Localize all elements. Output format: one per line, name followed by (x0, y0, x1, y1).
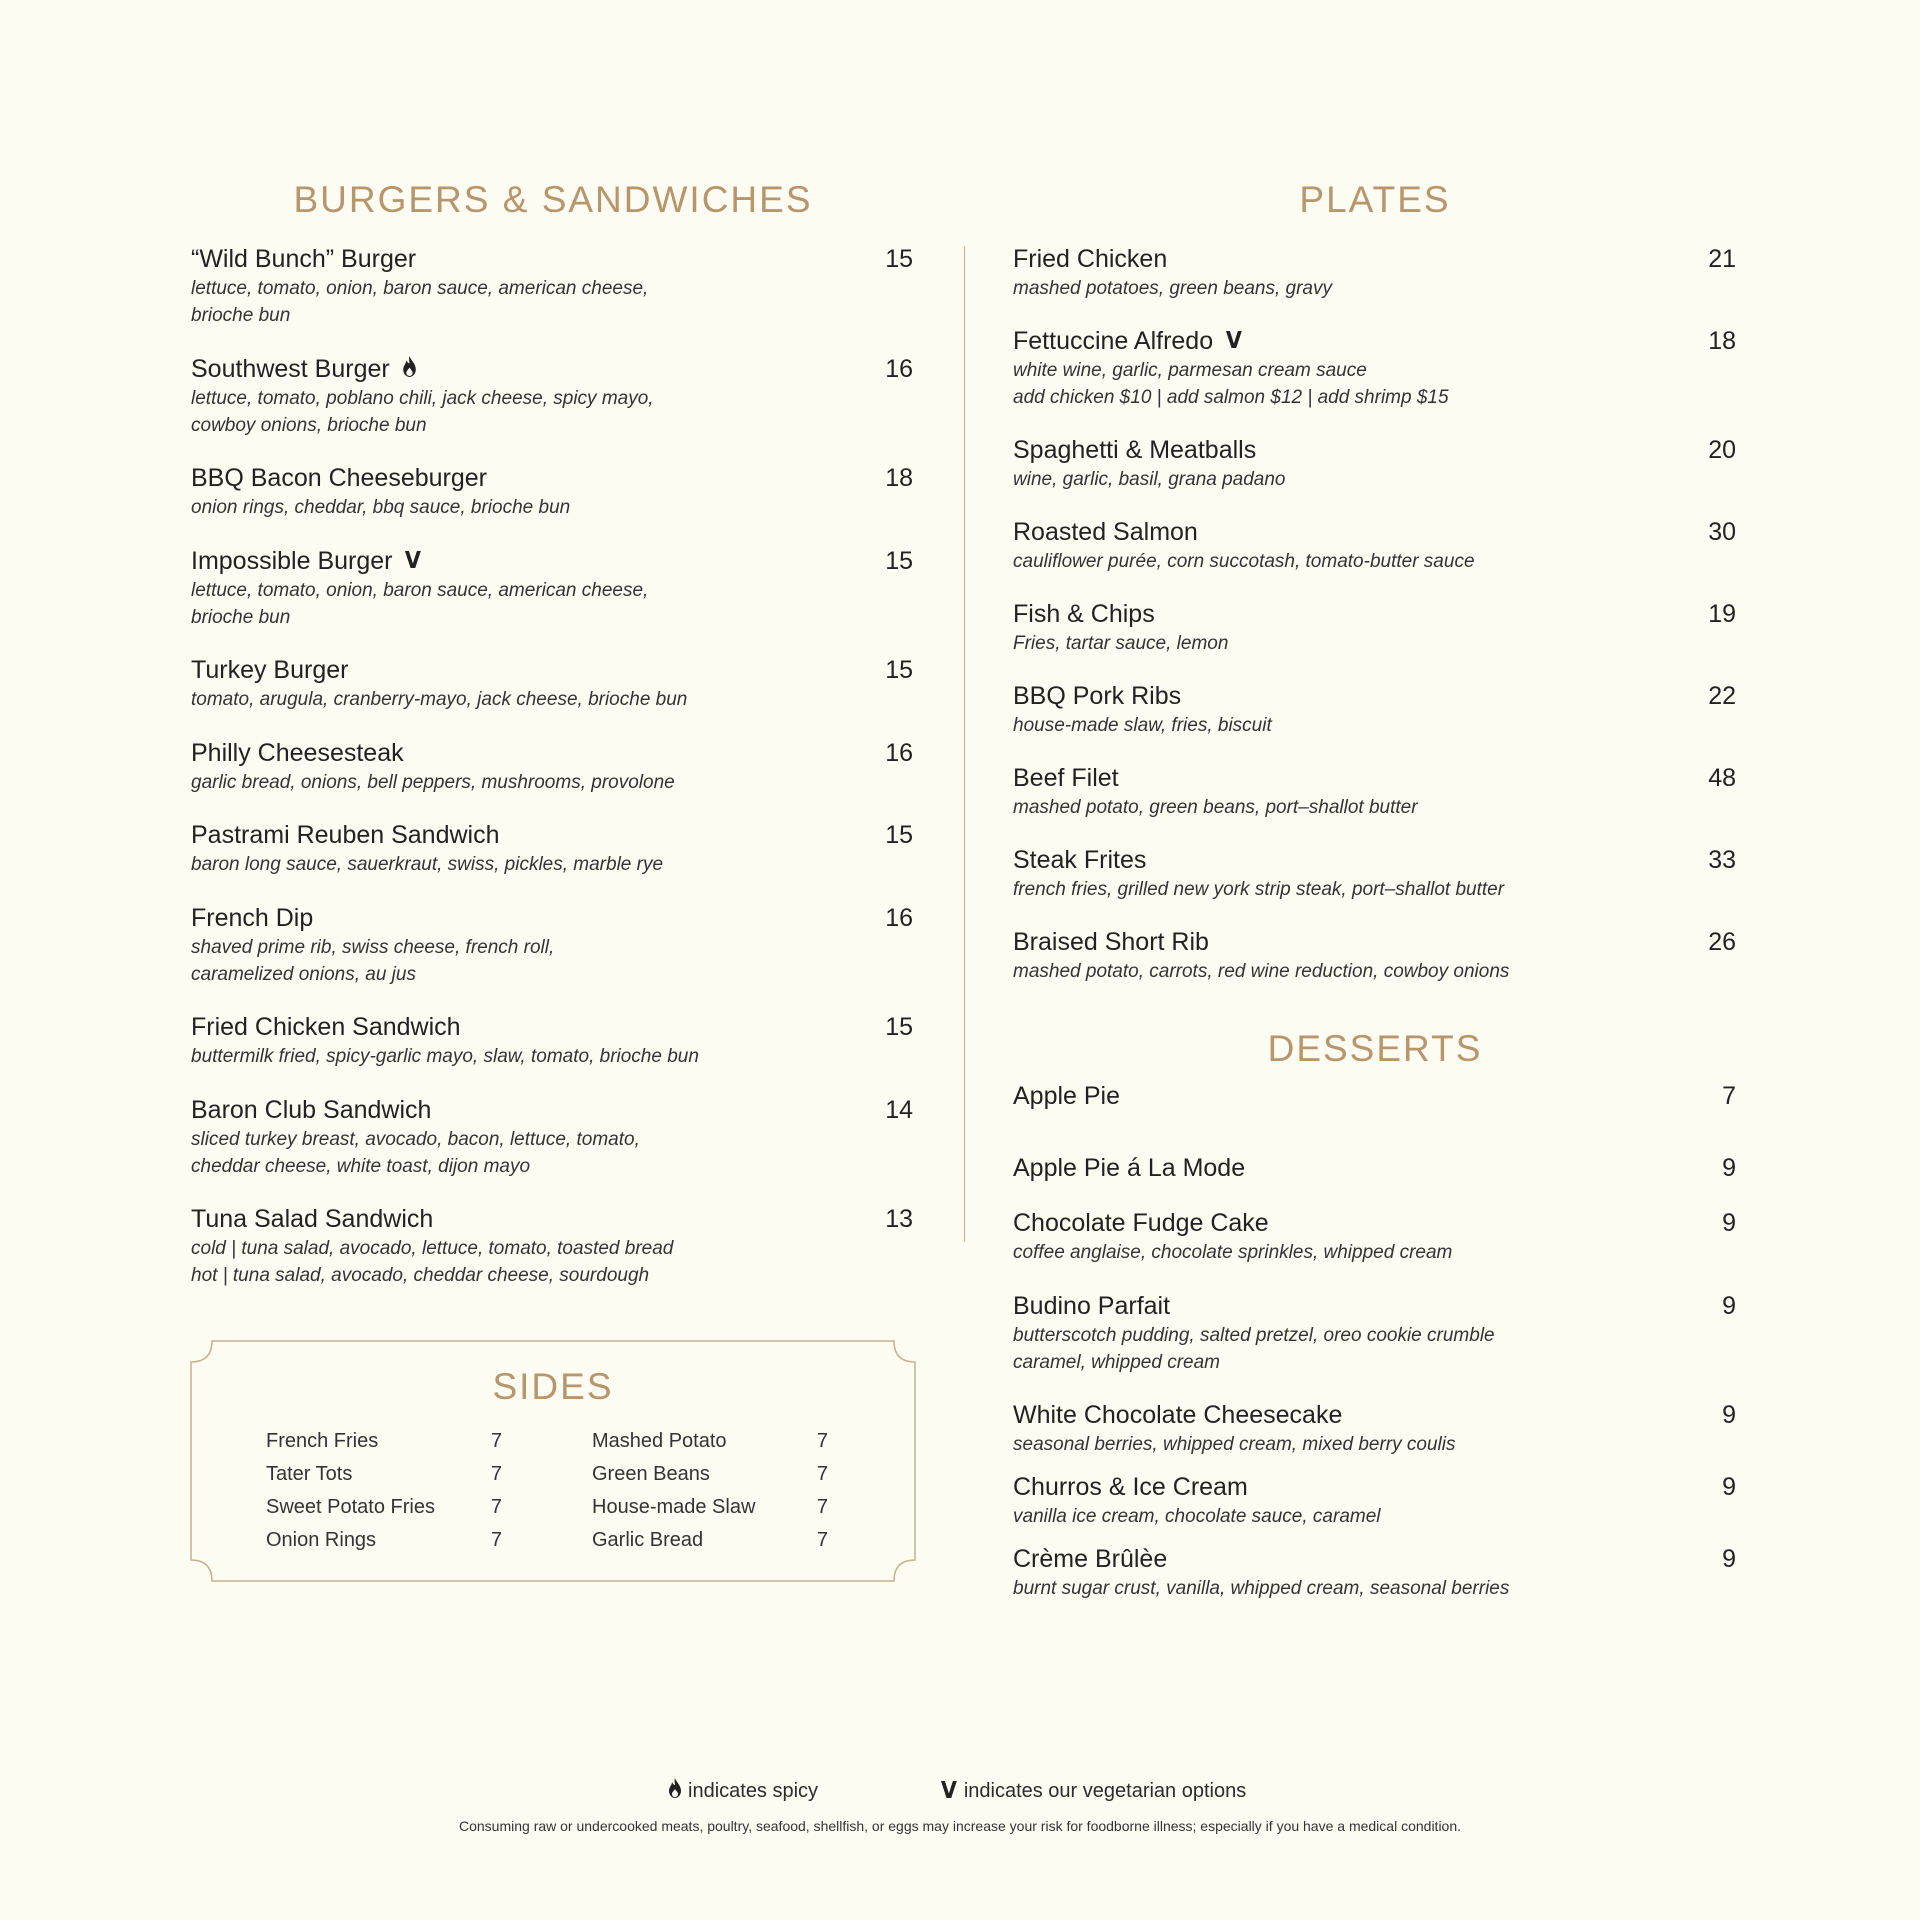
desserts-section-title: DESSERTS (1267, 1028, 1483, 1069)
side-item-name: Onion Rings (266, 1529, 377, 1551)
menu-item-name-row (1013, 845, 1736, 875)
menu-item-name: Turkey Burger (191, 656, 349, 684)
menu-item-price: 14 (885, 1096, 913, 1124)
menu-item (1013, 1400, 1736, 1458)
menu-item-name: Southwest Burger (191, 355, 390, 383)
menu-item-name: Chocolate Fudge Cake (1013, 1209, 1269, 1237)
menu-item-description: Fries, tartar sauce, lemon (1013, 633, 1229, 654)
menu-item-name-row (1013, 927, 1736, 957)
vegetarian-icon: V (1226, 328, 1243, 354)
menu-item-name: Steak Frites (1013, 846, 1147, 874)
side-item-price: 7 (816, 1496, 828, 1518)
side-item (266, 1491, 502, 1524)
vegetarian-legend-text: indicates our vegetarian options (963, 1779, 1247, 1802)
menu-item-price: 26 (1708, 928, 1736, 956)
side-item (592, 1491, 828, 1524)
menu-item-name-row (1013, 244, 1736, 274)
menu-item-description: cauliflower purée, corn succotash, tomato-butter sauce (1013, 551, 1475, 572)
side-item-price: 7 (490, 1529, 502, 1551)
flame-icon (668, 1778, 682, 1804)
menu-item-description: sliced turkey breast, avocado, bacon, lettuce, tomato, (191, 1129, 640, 1150)
menu-item (1013, 1472, 1736, 1530)
menu-item-name: Roasted Salmon (1013, 518, 1198, 546)
menu-item-name: Fried Chicken Sandwich (191, 1013, 461, 1041)
menu-item (191, 1095, 913, 1180)
menu-item (191, 1204, 913, 1289)
side-item-price: 7 (490, 1463, 502, 1485)
side-item-price: 7 (816, 1463, 828, 1485)
menu-item-price: 7 (1722, 1082, 1736, 1110)
menu-item (1013, 845, 1736, 903)
side-item (266, 1458, 502, 1491)
menu-item-name-row (1013, 1153, 1736, 1183)
menu-item-description: caramelized onions, au jus (191, 964, 416, 985)
menu-item (191, 820, 913, 878)
side-item (266, 1425, 502, 1458)
menu-item-price: 15 (885, 547, 913, 575)
menu-item-description: garlic bread, onions, bell peppers, mushrooms, provolone (191, 772, 675, 793)
menu-item-name-row (1013, 599, 1736, 629)
menu-item-price: 16 (885, 739, 913, 767)
menu-item-description: tomato, arugula, cranberry-mayo, jack cheese, brioche bun (191, 689, 688, 710)
menu-item (1013, 1081, 1736, 1111)
menu-item-name: Spaghetti & Meatballs (1013, 436, 1257, 464)
menu-item-price: 16 (885, 904, 913, 932)
menu-item (1013, 244, 1736, 302)
menu-item (1013, 435, 1736, 493)
menu-item-description: hot | tuna salad, avocado, cheddar cheese, sourdough (191, 1265, 650, 1286)
menu-item-name-row (1013, 1544, 1736, 1574)
menu-item-name-row (1013, 1472, 1736, 1502)
plates-list (1013, 244, 1736, 994)
side-item-price: 7 (816, 1529, 828, 1551)
menu-item-description: cowboy onions, brioche bun (191, 415, 427, 436)
sides-right-column (592, 1425, 828, 1557)
side-item-name: Garlic Bread (592, 1529, 704, 1551)
menu-item-name: “Wild Bunch” Burger (191, 245, 417, 273)
side-item-name: Sweet Potato Fries (266, 1496, 435, 1518)
menu-item-name-row (191, 655, 913, 685)
menu-item-price: 9 (1722, 1473, 1736, 1501)
menu-item-description: cheddar cheese, white toast, dijon mayo (191, 1156, 531, 1177)
menu-item (1013, 1291, 1736, 1376)
menu-item-description: buttermilk fried, spicy-garlic mayo, slaw, tomato, brioche bun (191, 1046, 699, 1067)
menu-item-price: 20 (1708, 436, 1736, 464)
menu-item (1013, 1544, 1736, 1602)
menu-item (1013, 681, 1736, 739)
menu-item-name-row (1013, 1400, 1736, 1430)
menu-item-name: Philly Cheesesteak (191, 739, 404, 767)
menu-item (1013, 1153, 1736, 1183)
menu-item-price: 22 (1708, 682, 1736, 710)
sides-left-column (266, 1425, 502, 1557)
menu-item (1013, 927, 1736, 985)
menu-item-price: 18 (1708, 327, 1736, 355)
menu-item-name-row (1013, 1208, 1736, 1238)
menu-item-name: BBQ Bacon Cheeseburger (191, 464, 488, 492)
menu-item-name: Baron Club Sandwich (191, 1096, 432, 1124)
side-item-price: 7 (816, 1430, 828, 1452)
menu-item-price: 13 (885, 1205, 913, 1233)
sides-box (190, 1340, 916, 1582)
menu-item-description: shaved prime rib, swiss cheese, french roll, (191, 937, 555, 958)
menu-item-price: 21 (1708, 245, 1736, 273)
side-item-price: 7 (490, 1430, 502, 1452)
menu-item-name: Fried Chicken (1013, 245, 1168, 273)
menu-item (191, 244, 913, 329)
menu-item-price: 15 (885, 1013, 913, 1041)
menu-item-name-row (1013, 763, 1736, 793)
side-item (592, 1458, 828, 1491)
menu-item-description: brioche bun (191, 305, 291, 326)
menu-item-description: lettuce, tomato, onion, baron sauce, american cheese, (191, 278, 649, 299)
menu-item-description: coffee anglaise, chocolate sprinkles, whipped cream (1013, 1242, 1453, 1263)
menu-item (1013, 326, 1736, 411)
side-item-price: 7 (490, 1496, 502, 1518)
menu-item (191, 546, 913, 631)
side-item (592, 1524, 828, 1557)
menu-item-name: French Dip (191, 904, 314, 932)
menu-item-name: Apple Pie á La Mode (1013, 1154, 1246, 1182)
menu-item-price: 15 (885, 245, 913, 273)
vegetarian-icon: V (940, 1778, 957, 1804)
flame-icon (402, 354, 417, 384)
menu-item-name-row (191, 903, 913, 933)
side-item-name: House-made Slaw (592, 1496, 756, 1518)
menu-item-price: 15 (885, 656, 913, 684)
menu-item-name: Fettuccine Alfredo (1013, 327, 1214, 355)
menu-item-name-row (191, 244, 913, 274)
burgers-section-title: BURGERS & SANDWICHES (293, 179, 813, 220)
menu-item-name-row (191, 463, 913, 493)
menu-item-description: cold | tuna salad, avocado, lettuce, tomato, toasted bread (191, 1238, 674, 1259)
menu-item-description: baron long sauce, sauerkraut, swiss, pickles, marble rye (191, 854, 664, 875)
menu-item-description: lettuce, tomato, poblano chili, jack cheese, spicy mayo, (191, 388, 654, 409)
menu-item-name-row (1013, 326, 1736, 356)
menu-item-price: 33 (1708, 846, 1736, 874)
menu-item-name: Fish & Chips (1013, 600, 1155, 628)
menu-item-name-row (191, 1204, 913, 1234)
menu-item-description: wine, garlic, basil, grana padano (1013, 469, 1286, 490)
menu-item (1013, 1208, 1736, 1266)
menu-item-name-row (1013, 1291, 1736, 1321)
side-item-name: French Fries (266, 1430, 379, 1452)
menu-item-name-row (1013, 1081, 1736, 1111)
menu-item (191, 463, 913, 521)
menu-item-description: mashed potato, green beans, port–shallot butter (1013, 797, 1418, 818)
spicy-legend (668, 1778, 818, 1804)
menu-item-price: 30 (1708, 518, 1736, 546)
menu-item (191, 655, 913, 713)
menu-item-name: Churros & Ice Cream (1013, 1473, 1248, 1501)
menu-item-description: french fries, grilled new york strip steak, port–shallot butter (1013, 879, 1505, 900)
menu-item-name-row (191, 1095, 913, 1125)
menu-item-description: caramel, whipped cream (1013, 1352, 1220, 1373)
menu-item-description: mashed potatoes, green beans, gravy (1013, 278, 1332, 299)
menu-item-price: 16 (885, 355, 913, 383)
side-item (266, 1524, 502, 1557)
menu-item-price: 48 (1708, 764, 1736, 792)
menu-item-description: house-made slaw, fries, biscuit (1013, 715, 1272, 736)
side-item-name: Tater Tots (266, 1463, 353, 1485)
footer-legend (0, 1778, 1920, 1808)
menu-item-description: seasonal berries, whipped cream, mixed berry coulis (1013, 1434, 1456, 1455)
menu-item-description: add chicken $10 | add salmon $12 | add shrimp $15 (1013, 387, 1449, 408)
menu-item-name-row (191, 1012, 913, 1042)
disclaimer: Consuming raw or undercooked meats, poultry, seafood, shellfish, or eggs may increase your risk for foodborne illness; especially if you have a medical condition. (458, 1818, 1462, 1834)
menu-item-name: Pastrami Reuben Sandwich (191, 821, 500, 849)
menu-item-description: butterscotch pudding, salted pretzel, oreo cookie crumble (1013, 1325, 1495, 1346)
spicy-legend-text: indicates spicy (688, 1779, 819, 1802)
menu-item-price: 9 (1722, 1545, 1736, 1573)
menu-item-name: Beef Filet (1013, 764, 1119, 792)
side-item-name: Green Beans (592, 1463, 710, 1485)
burgers-list (191, 244, 913, 1294)
sides-section-title: SIDES (492, 1366, 614, 1407)
menu-item-name: Crème Brûlèe (1013, 1545, 1168, 1573)
menu-item-price: 15 (885, 821, 913, 849)
menu-item-name: Braised Short Rib (1013, 928, 1209, 956)
menu-item (191, 738, 913, 796)
menu-item-name-row (1013, 435, 1736, 465)
menu-item-price: 9 (1722, 1292, 1736, 1320)
menu-item-description: mashed potato, carrots, red wine reduction, cowboy onions (1013, 961, 1510, 982)
menu-item-name-row (191, 546, 913, 576)
menu-item-price: 18 (885, 464, 913, 492)
menu-item-name: White Chocolate Cheesecake (1013, 1401, 1343, 1429)
menu-item (1013, 517, 1736, 575)
menu-item-name-row (1013, 517, 1736, 547)
vegetarian-legend (940, 1778, 1246, 1804)
menu-item-name-row (191, 820, 913, 850)
menu-item-description: onion rings, cheddar, bbq sauce, brioche bun (191, 497, 571, 518)
menu-item (191, 354, 913, 439)
menu-item-description: vanilla ice cream, chocolate sauce, caramel (1013, 1506, 1381, 1527)
menu-item-price: 19 (1708, 600, 1736, 628)
menu-item-description: brioche bun (191, 607, 291, 628)
menu-item (1013, 763, 1736, 821)
menu-item-price: 9 (1722, 1154, 1736, 1182)
menu-item (191, 1012, 913, 1070)
menu-item-price: 9 (1722, 1401, 1736, 1429)
menu-item-name-row (191, 354, 913, 384)
side-item-name: Mashed Potato (592, 1430, 727, 1452)
column-divider (964, 246, 965, 1242)
menu-item-name-row (191, 738, 913, 768)
menu-item-name: BBQ Pork Ribs (1013, 682, 1182, 710)
side-item (592, 1425, 828, 1458)
menu-item-description: lettuce, tomato, onion, baron sauce, american cheese, (191, 580, 649, 601)
plates-section-title: PLATES (1299, 179, 1451, 220)
menu-item-name: Apple Pie (1013, 1082, 1121, 1110)
menu-item-name: Tuna Salad Sandwich (191, 1205, 434, 1233)
menu-item-name: Impossible Burger (191, 547, 393, 575)
menu-item (191, 903, 913, 988)
desserts-list (1013, 1081, 1736, 1621)
menu-item-description: white wine, garlic, parmesan cream sauce (1013, 360, 1367, 381)
menu-item-name: Budino Parfait (1013, 1292, 1171, 1320)
vegetarian-icon: V (405, 548, 422, 574)
menu-item-price: 9 (1722, 1209, 1736, 1237)
menu-item (1013, 599, 1736, 657)
menu-item-description: burnt sugar crust, vanilla, whipped cream, seasonal berries (1013, 1578, 1510, 1599)
menu-item-name-row (1013, 681, 1736, 711)
